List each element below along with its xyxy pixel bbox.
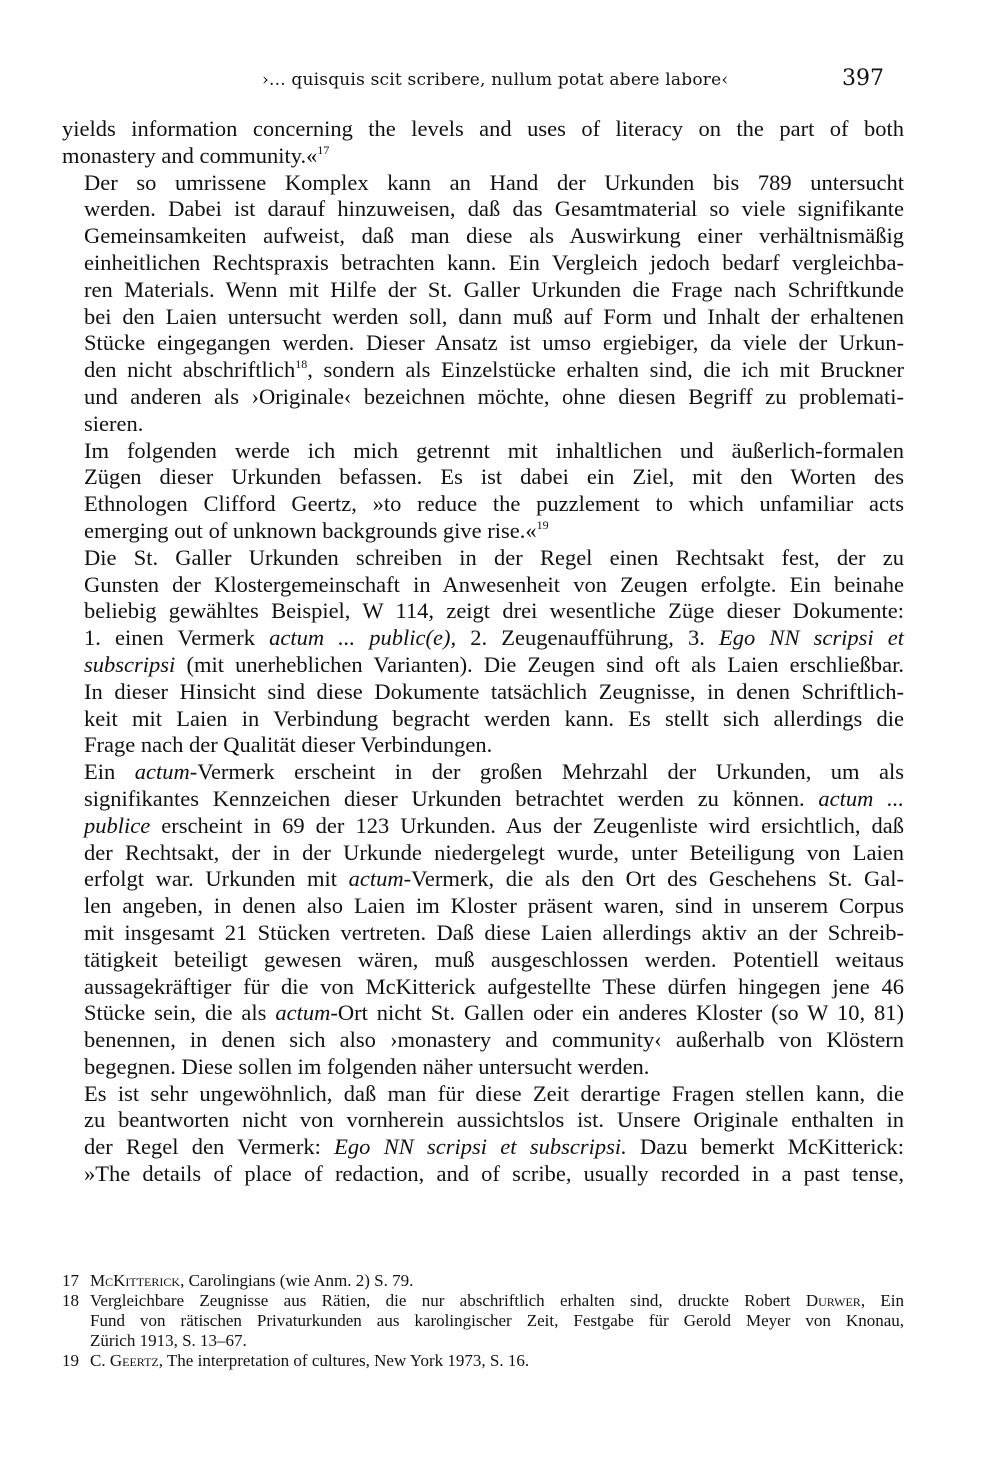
text-line: sieren. <box>84 410 144 436</box>
footnote-17 <box>62 1271 904 1291</box>
text-line: Ein actum-Vermerk erscheint in der großen Mehrzahl der Urkunden, um als <box>84 759 904 785</box>
text-line: publice erscheint in 69 der 123 Urkunden. Aus der Zeugenliste wird ersichtlich, daß <box>84 812 904 838</box>
text-line: Die St. Galler Urkunden schreiben in der Regel einen Rechtsakt fest, der zu <box>84 544 904 570</box>
page-number: 397 <box>842 66 884 91</box>
text-line: der Regel den Vermerk: Ego NN scripsi et subscripsi. Dazu bemerkt McKitterick: <box>84 1134 904 1160</box>
text-line: begegnen. Diese sollen im folgenden näher untersucht werden. <box>84 1053 650 1079</box>
text-line: und anderen als ›Originale‹ bezeichnen möchte, ohne diesen Begriff zu problemati- <box>84 383 904 409</box>
running-title: ›... quisquis scit scribere, nullum potat abere labore‹ <box>262 70 729 90</box>
text-line: Zügen dieser Urkunden befassen. Es ist dabei ein Ziel, mit den Worten des <box>84 464 904 490</box>
footnote-ref[interactable]: 18 <box>295 357 308 372</box>
footnote-19 <box>62 1351 904 1371</box>
text-line: signifikantes Kennzeichen dieser Urkunden betrachtet werden zu können. actum ... <box>84 785 904 811</box>
footnote-number: 17 <box>62 1271 79 1290</box>
text-line: benennen, in denen sich also ›monastery and community‹ außerhalb von Klöstern <box>84 1027 904 1053</box>
text-line: bei den Laien untersucht werden soll, dann muß auf Form und Inhalt der erhaltenen <box>84 303 904 329</box>
paragraph-5 <box>62 759 904 1081</box>
text-line: yields information concerning the levels and uses of literacy on the part of both <box>62 116 904 141</box>
text-line: Im folgenden werde ich mich getrennt mit inhaltlichen und äußerlich-formalen <box>84 437 904 463</box>
footnote-ref[interactable]: 17 <box>317 142 330 157</box>
text-line: Es ist sehr ungewöhnlich, daß man für diese Zeit derartige Fragen stellen kann, die <box>84 1080 904 1106</box>
text-line: mit insgesamt 21 Stücken vertreten. Daß diese Laien allerdings aktiv an der Schreib- <box>84 919 904 945</box>
text-line: Frage nach der Qualität dieser Verbindungen. <box>84 732 493 758</box>
text-line: keit mit Laien in Verbindung begracht werden kann. Es stellt sich allerdings die <box>84 705 904 731</box>
text-line: zu beantworten nicht von vornherein aussichtslos ist. Unsere Originale enthalten in <box>84 1107 904 1133</box>
body-text <box>62 116 904 1188</box>
footnote-number: 19 <box>62 1351 79 1370</box>
text-line: subscripsi (mit unerheblichen Varianten). Die Zeugen sind oft als Laien erschließbar. <box>84 651 904 677</box>
running-head <box>0 66 1000 96</box>
footnote-text: C. Geertz, The interpretation of cultures, New York 1973, S. 16. <box>90 1351 530 1370</box>
text-line: len angeben, in denen also Laien im Kloster präsent waren, sind in unserem Corpus <box>84 893 904 919</box>
text-line: den nicht abschriftlich$^{18}$, sondern als Einzelstücke erhalten sind, die ich mit Bruckner <box>84 357 904 383</box>
text-line: Stücke eingegangen werden. Dieser Ansatz ist umso ergiebiger, da viele der Urkun- <box>84 330 904 356</box>
paragraph-2 <box>62 170 904 438</box>
text-line: 1. einen Vermerk actum ... public(e), 2. Zeugenaufführung, 3. Ego NN scripsi et <box>84 625 904 651</box>
text-line: einheitlichen Rechtspraxis betrachten kann. Ein Vergleich jedoch bedarf vergleichba- <box>84 249 904 275</box>
text-line: »The details of place of redaction, and of scribe, usually recorded in a past tense, <box>84 1161 904 1187</box>
footnote-18 <box>62 1291 904 1351</box>
text-line: beliebig gewähltes Beispiel, W 114, zeigt drei wesentliche Züge dieser Dokumente: <box>84 598 904 624</box>
text-line: Der so umrissene Komplex kann an Hand der Urkunden bis 789 untersucht <box>84 169 904 195</box>
text-line: Ethnologen Clifford Geertz, »to reduce the puzzlement to which unfamiliar acts <box>84 491 904 517</box>
text-line: tätigkeit beteiligt gewesen wären, muß ausgeschlossen werden. Potentiell weitaus <box>84 946 904 972</box>
paragraph-4 <box>62 545 904 759</box>
text-line: aussagekräftiger für die von McKitterick aufgestellte These dürfen hingegen jene 46 <box>84 973 904 999</box>
text-line: Gunsten der Klostergemeinschaft in Anwesenheit von Zeugen erfolgte. Ein beinahe <box>84 571 904 597</box>
footnote-text: Vergleichbare Zeugnisse aus Rätien, die nur abschriftlich erhalten sind, druckte Robert Durwer, Ein Fund von rätischen Privaturkunden aus karolingischer Zeit, Festgabe für Gerold Meyer von Knonau, Zürich 1913, S. 13–67. <box>90 1291 904 1350</box>
text-line: Stücke sein, die als actum-Ort nicht St. Gallen oder ein anderes Kloster (so W 10, 81) <box>84 1000 904 1026</box>
footnotes <box>62 1271 904 1371</box>
paragraph-1 <box>62 116 904 170</box>
footnote-ref[interactable]: 19 <box>536 517 549 532</box>
text-line: monastery and community.«$^{17}$ <box>62 142 330 168</box>
text-line: Gemeinsamkeiten aufweist, daß man diese als Auswirkung einer verhältnismäßig <box>84 223 904 249</box>
footnote-text: McKitterick, Carolingians (wie Anm. 2) S. 79. <box>90 1271 414 1290</box>
text-line: ren Materials. Wenn mit Hilfe der St. Galler Urkunden die Frage nach Schriftkunde <box>84 276 904 302</box>
text-line: emerging out of unknown backgrounds give rise.«$^{19}$ <box>84 517 549 543</box>
paragraph-3 <box>62 438 904 545</box>
text-line: In dieser Hinsicht sind diese Dokumente tatsächlich Zeugnisse, in denen Schriftlich- <box>84 678 904 704</box>
footnote-number: 18 <box>62 1291 79 1310</box>
paragraph-6 <box>62 1081 904 1188</box>
text-line: der Rechtsakt, der in der Urkunde niedergelegt wurde, unter Beteiligung von Laien <box>84 839 904 865</box>
text-line: erfolgt war. Urkunden mit actum-Vermerk, die als den Ort des Geschehens St. Gal- <box>84 866 904 892</box>
text-line: werden. Dabei ist darauf hinzuweisen, daß das Gesamtmaterial so viele signifikante <box>84 196 904 222</box>
